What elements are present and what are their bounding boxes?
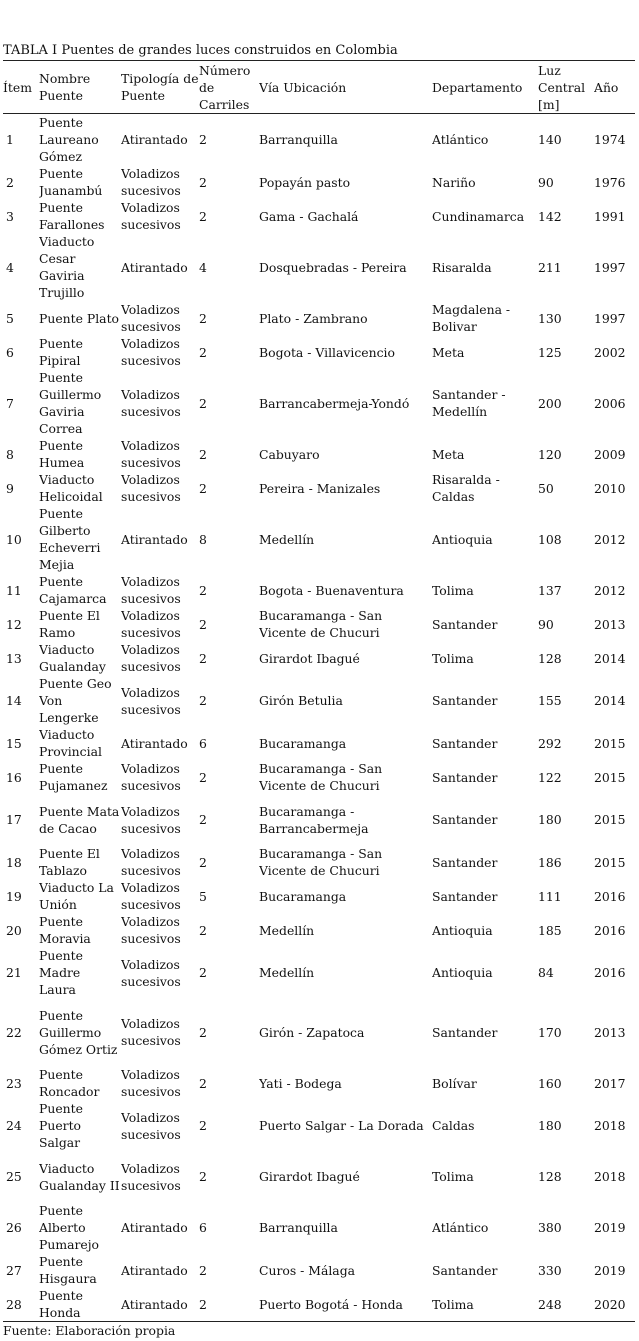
cell-road: Medellín bbox=[259, 531, 315, 547]
cell-name: Puente Pujamanez bbox=[39, 761, 108, 793]
cell-span: 200 bbox=[538, 395, 562, 411]
cell-department: Meta bbox=[432, 446, 465, 462]
cell-department: Santander bbox=[432, 1262, 498, 1278]
cell-span: 130 bbox=[538, 310, 562, 326]
cell-span: 111 bbox=[538, 888, 562, 904]
cell-name: Puente Honda bbox=[39, 1288, 83, 1320]
cell-department: Atlántico bbox=[432, 1220, 489, 1235]
cell-item: 4 bbox=[6, 259, 14, 275]
table-row bbox=[3, 1151, 635, 1202]
cell-road: Bogota - Villavicencio bbox=[259, 344, 395, 360]
cell-lanes: 2 bbox=[199, 310, 207, 326]
cell-lanes: 2 bbox=[199, 446, 207, 462]
cell-department: Tolima bbox=[432, 1296, 474, 1312]
cell-lanes: 2 bbox=[199, 769, 207, 785]
cell-item: 11 bbox=[6, 582, 22, 598]
cell-name: Viaducto Helicoidal bbox=[39, 472, 103, 504]
cell-lanes: 6 bbox=[199, 1220, 207, 1235]
cell-lanes: 8 bbox=[199, 531, 207, 547]
cell-span: 380 bbox=[538, 1220, 562, 1235]
cell-lanes: 2 bbox=[199, 174, 207, 190]
cell-department: Antioquia bbox=[432, 965, 493, 980]
table-row bbox=[3, 165, 635, 199]
cell-span: 125 bbox=[538, 344, 562, 360]
table-row bbox=[3, 641, 635, 675]
table-caption: TABLA I Puentes de grandes luces construidos en Colombia bbox=[3, 43, 398, 58]
cell-lanes: 2 bbox=[199, 208, 207, 224]
cell-item: 20 bbox=[6, 922, 22, 938]
cell-item: 25 bbox=[6, 1169, 22, 1184]
cell-department: Tolima bbox=[432, 1169, 474, 1184]
cell-road: Puerto Bogotá - Honda bbox=[259, 1296, 403, 1312]
cell-road: Bucaramanga - San Vicente de Chucuri bbox=[259, 608, 383, 640]
cell-department: Risaralda - Caldas bbox=[432, 472, 500, 504]
cell-lanes: 2 bbox=[199, 1169, 207, 1184]
cell-type: Voladizos sucesivos bbox=[121, 200, 181, 232]
cell-type: Voladizos sucesivos bbox=[121, 166, 181, 198]
cell-year: 2009 bbox=[594, 446, 626, 462]
cell-item: 17 bbox=[6, 812, 22, 827]
cell-name: Puente Juanambú bbox=[39, 166, 103, 198]
cell-name: Puente Humea bbox=[39, 438, 85, 470]
cell-year: 2016 bbox=[594, 888, 626, 904]
cell-item: 19 bbox=[6, 888, 22, 904]
cell-road: Bucaramanga bbox=[259, 888, 347, 904]
cell-year: 1997 bbox=[594, 259, 626, 275]
cell-type: Atirantado bbox=[121, 132, 188, 147]
table-row bbox=[3, 369, 635, 437]
cell-type: Voladizos sucesivos bbox=[121, 302, 181, 334]
cell-type: Atirantado bbox=[121, 1296, 188, 1312]
cell-department: Santander bbox=[432, 812, 498, 827]
cell-department: Caldas bbox=[432, 1118, 475, 1133]
cell-item: 27 bbox=[6, 1262, 22, 1278]
cell-year: 2014 bbox=[594, 650, 626, 666]
cell-department: Santander bbox=[432, 616, 498, 632]
cell-name: Puente Pipiral bbox=[39, 336, 83, 368]
cell-lanes: 2 bbox=[199, 1075, 207, 1091]
cell-year: 2016 bbox=[594, 922, 626, 938]
cell-name: Puente Laureano Gómez bbox=[39, 115, 99, 164]
cell-name: Puente Guillermo Gómez Ortiz bbox=[39, 1007, 118, 1057]
cell-item: 10 bbox=[6, 531, 22, 547]
cell-department: Santander - Medellín bbox=[432, 387, 506, 419]
cell-type: Atirantado bbox=[121, 735, 188, 751]
column-header-year: Año bbox=[594, 79, 619, 95]
cell-lanes: 2 bbox=[199, 1296, 207, 1312]
cell-type: Atirantado bbox=[121, 531, 188, 547]
cell-road: Girón - Zapatoca bbox=[259, 1024, 365, 1040]
table-row bbox=[3, 1287, 635, 1322]
cell-road: Barrancabermeja-Yondó bbox=[259, 395, 410, 411]
cell-name: Puente Moravia bbox=[39, 914, 91, 946]
cell-road: Pereira - Manizales bbox=[259, 480, 381, 496]
cell-department: Santander bbox=[432, 769, 498, 785]
cell-type: Voladizos sucesivos bbox=[121, 574, 181, 606]
cell-year: 2020 bbox=[594, 1296, 626, 1312]
cell-road: Puerto Salgar - La Dorada bbox=[259, 1118, 424, 1133]
cell-road: Barranquilla bbox=[259, 1220, 338, 1235]
cell-type: Voladizos sucesivos bbox=[121, 880, 181, 912]
column-header-type: Tipología de Puente bbox=[121, 71, 199, 103]
cell-span: 108 bbox=[538, 531, 562, 547]
cell-road: Popayán pasto bbox=[259, 174, 351, 190]
cell-item: 1 bbox=[6, 132, 14, 147]
cell-item: 3 bbox=[6, 208, 14, 224]
cell-lanes: 2 bbox=[199, 616, 207, 632]
column-header-department: Departamento bbox=[432, 79, 523, 95]
table-row bbox=[3, 607, 635, 641]
cell-type: Voladizos sucesivos bbox=[121, 387, 181, 419]
cell-span: 170 bbox=[538, 1024, 562, 1040]
table-row bbox=[3, 913, 635, 947]
cell-year: 2018 bbox=[594, 1118, 626, 1133]
cell-span: 180 bbox=[538, 1118, 562, 1133]
cell-item: 16 bbox=[6, 769, 22, 785]
cell-year: 2006 bbox=[594, 395, 626, 411]
cell-lanes: 2 bbox=[199, 693, 207, 708]
cell-department: Atlántico bbox=[432, 132, 489, 147]
cell-road: Girón Betulia bbox=[259, 693, 343, 708]
cell-span: 128 bbox=[538, 1169, 562, 1184]
cell-year: 2015 bbox=[594, 854, 626, 870]
cell-item: 2 bbox=[6, 174, 14, 190]
cell-year: 2019 bbox=[594, 1220, 626, 1235]
table-row bbox=[3, 505, 635, 573]
cell-name: Viaducto Gualanday bbox=[39, 642, 106, 674]
cell-type: Voladizos sucesivos bbox=[121, 1067, 181, 1099]
cell-span: 186 bbox=[538, 854, 562, 870]
cell-lanes: 2 bbox=[199, 582, 207, 598]
cell-item: 15 bbox=[6, 735, 22, 751]
cell-name: Puente Hisgaura bbox=[39, 1254, 97, 1286]
table-row bbox=[3, 845, 635, 879]
cell-year: 2017 bbox=[594, 1075, 626, 1091]
cell-department: Antioquia bbox=[432, 531, 493, 547]
cell-year: 2013 bbox=[594, 616, 626, 632]
cell-department: Santander bbox=[432, 693, 498, 708]
cell-year: 2019 bbox=[594, 1262, 626, 1278]
cell-road: Girardot Ibagué bbox=[259, 650, 360, 666]
cell-lanes: 2 bbox=[199, 854, 207, 870]
cell-span: 140 bbox=[538, 132, 562, 147]
cell-span: 142 bbox=[538, 208, 562, 224]
cell-type: Voladizos sucesivos bbox=[121, 1109, 181, 1142]
cell-item: 26 bbox=[6, 1220, 22, 1235]
table-row bbox=[3, 471, 635, 505]
cell-year: 2002 bbox=[594, 344, 626, 360]
cell-year: 2015 bbox=[594, 735, 626, 751]
cell-type: Voladizos sucesivos bbox=[121, 336, 181, 368]
cell-type: Voladizos sucesivos bbox=[121, 472, 181, 504]
column-header-lanes: Número de Carriles bbox=[199, 62, 251, 112]
cell-type: Voladizos sucesivos bbox=[121, 914, 181, 946]
table-source-note: Fuente: Elaboración propia bbox=[3, 1323, 176, 1338]
cell-type: Voladizos sucesivos bbox=[121, 1016, 181, 1048]
cell-type: Voladizos sucesivos bbox=[121, 761, 181, 793]
cell-name: Viaducto Gualanday II bbox=[39, 1160, 120, 1193]
table-row bbox=[3, 335, 635, 369]
cell-year: 2012 bbox=[594, 531, 626, 547]
table-row bbox=[3, 437, 635, 471]
table-row bbox=[3, 794, 635, 845]
cell-year: 1997 bbox=[594, 310, 626, 326]
cell-type: Atirantado bbox=[121, 259, 188, 275]
cell-item: 12 bbox=[6, 616, 22, 632]
cell-lanes: 5 bbox=[199, 888, 207, 904]
cell-name: Puente El Ramo bbox=[39, 608, 100, 640]
cell-span: 160 bbox=[538, 1075, 562, 1091]
cell-span: 90 bbox=[538, 616, 554, 632]
cell-road: Gama - Gachalá bbox=[259, 208, 359, 224]
cell-type: Voladizos sucesivos bbox=[121, 684, 181, 717]
cell-item: 24 bbox=[6, 1118, 22, 1133]
cell-year: 2013 bbox=[594, 1024, 626, 1040]
cell-department: Antioquia bbox=[432, 922, 493, 938]
cell-department: Santander bbox=[432, 854, 498, 870]
cell-year: 2010 bbox=[594, 480, 626, 496]
cell-span: 128 bbox=[538, 650, 562, 666]
column-header-road: Vía Ubicación bbox=[259, 79, 347, 95]
cell-lanes: 2 bbox=[199, 1024, 207, 1040]
cell-lanes: 2 bbox=[199, 395, 207, 411]
cell-span: 50 bbox=[538, 480, 554, 496]
cell-name: Puente Cajamarca bbox=[39, 574, 107, 606]
cell-road: Bucaramanga bbox=[259, 735, 347, 751]
table-row bbox=[3, 233, 635, 301]
cell-lanes: 2 bbox=[199, 344, 207, 360]
cell-item: 28 bbox=[6, 1296, 22, 1312]
cell-lanes: 2 bbox=[199, 922, 207, 938]
cell-department: Santander bbox=[432, 1024, 498, 1040]
cell-road: Cabuyaro bbox=[259, 446, 320, 462]
cell-span: 248 bbox=[538, 1296, 562, 1312]
cell-type: Voladizos sucesivos bbox=[121, 803, 181, 836]
cell-type: Atirantado bbox=[121, 1220, 188, 1235]
cell-department: Bolívar bbox=[432, 1075, 477, 1091]
cell-type: Voladizos sucesivos bbox=[121, 642, 181, 674]
cell-lanes: 2 bbox=[199, 812, 207, 827]
cell-span: 211 bbox=[538, 259, 562, 275]
cell-lanes: 2 bbox=[199, 480, 207, 496]
cell-type: Voladizos sucesivos bbox=[121, 846, 181, 878]
table-row bbox=[3, 1100, 635, 1151]
cell-year: 2012 bbox=[594, 582, 626, 598]
table-row bbox=[3, 199, 635, 233]
cell-year: 1974 bbox=[594, 132, 626, 147]
cell-department: Nariño bbox=[432, 174, 476, 190]
cell-road: Medellín bbox=[259, 965, 315, 980]
cell-span: 180 bbox=[538, 812, 562, 827]
cell-department: Risaralda bbox=[432, 259, 492, 275]
cell-span: 185 bbox=[538, 922, 562, 938]
column-header-span: Luz Central [m] bbox=[538, 62, 586, 112]
table-header-row bbox=[3, 61, 635, 114]
table-body bbox=[3, 114, 635, 1322]
cell-road: Bogota - Buenaventura bbox=[259, 582, 404, 598]
cell-name: Puente Plato bbox=[39, 310, 120, 326]
cell-name: Puente Mata de Cacao bbox=[39, 803, 120, 836]
table-row bbox=[3, 879, 635, 913]
cell-year: 2016 bbox=[594, 965, 626, 980]
cell-item: 23 bbox=[6, 1075, 22, 1091]
table-row bbox=[3, 998, 635, 1066]
cell-lanes: 2 bbox=[199, 1262, 207, 1278]
cell-item: 18 bbox=[6, 854, 22, 870]
table-row bbox=[3, 301, 635, 335]
table-row bbox=[3, 1253, 635, 1287]
cell-lanes: 4 bbox=[199, 259, 207, 275]
cell-road: Medellín bbox=[259, 922, 315, 938]
cell-year: 2015 bbox=[594, 769, 626, 785]
cell-department: Santander bbox=[432, 735, 498, 751]
table-row bbox=[3, 573, 635, 607]
cell-lanes: 2 bbox=[199, 965, 207, 980]
table-row bbox=[3, 1066, 635, 1100]
cell-department: Magdalena - Bolivar bbox=[432, 302, 511, 334]
cell-span: 137 bbox=[538, 582, 562, 598]
cell-road: Plato - Zambrano bbox=[259, 310, 368, 326]
table-row bbox=[3, 760, 635, 794]
table-row bbox=[3, 1202, 635, 1253]
cell-type: Voladizos sucesivos bbox=[121, 1160, 181, 1193]
cell-span: 155 bbox=[538, 693, 562, 708]
cell-name: Puente Farallones bbox=[39, 200, 105, 232]
cell-span: 120 bbox=[538, 446, 562, 462]
cell-item: 7 bbox=[6, 395, 14, 411]
cell-item: 9 bbox=[6, 480, 14, 496]
table-row bbox=[3, 726, 635, 760]
cell-name: Puente Madre Laura bbox=[39, 948, 83, 997]
cell-name: Puente Alberto Pumarejo bbox=[39, 1203, 100, 1252]
cell-item: 13 bbox=[6, 650, 22, 666]
cell-department: Meta bbox=[432, 344, 465, 360]
cell-lanes: 2 bbox=[199, 132, 207, 147]
cell-span: 292 bbox=[538, 735, 562, 751]
cell-item: 8 bbox=[6, 446, 14, 462]
cell-department: Cundinamarca bbox=[432, 208, 525, 224]
cell-department: Tolima bbox=[432, 582, 474, 598]
cell-year: 2015 bbox=[594, 812, 626, 827]
cell-span: 84 bbox=[538, 965, 554, 980]
cell-item: 21 bbox=[6, 965, 22, 980]
cell-type: Voladizos sucesivos bbox=[121, 438, 181, 470]
cell-name: Puente Guillermo Gaviria Correa bbox=[39, 370, 102, 436]
cell-name: Puente Puerto Salgar bbox=[39, 1101, 83, 1150]
cell-span: 330 bbox=[538, 1262, 562, 1278]
cell-year: 2014 bbox=[594, 693, 626, 708]
cell-road: Girardot Ibagué bbox=[259, 1169, 360, 1184]
cell-road: Bucaramanga - San Vicente de Chucuri bbox=[259, 761, 383, 793]
cell-span: 122 bbox=[538, 769, 562, 785]
cell-year: 2018 bbox=[594, 1169, 626, 1184]
cell-name: Puente Roncador bbox=[39, 1067, 100, 1099]
table-row bbox=[3, 675, 635, 726]
cell-item: 6 bbox=[6, 344, 14, 360]
cell-lanes: 6 bbox=[199, 735, 207, 751]
table-row bbox=[3, 114, 635, 166]
cell-span: 90 bbox=[538, 174, 554, 190]
cell-year: 1976 bbox=[594, 174, 626, 190]
cell-name: Puente Geo Von Lengerke bbox=[39, 676, 112, 725]
cell-department: Tolima bbox=[432, 650, 474, 666]
cell-name: Puente El Tablazo bbox=[39, 846, 100, 878]
cell-road: Curos - Málaga bbox=[259, 1262, 356, 1278]
cell-type: Voladizos sucesivos bbox=[121, 956, 181, 989]
cell-item: 22 bbox=[6, 1024, 22, 1040]
cell-name: Viaducto La Unión bbox=[39, 880, 114, 912]
cell-road: Yati - Bodega bbox=[259, 1075, 342, 1091]
cell-name: Viaducto Provincial bbox=[39, 727, 102, 759]
cell-lanes: 2 bbox=[199, 1118, 207, 1133]
cell-type: Voladizos sucesivos bbox=[121, 608, 181, 640]
cell-department: Santander bbox=[432, 888, 498, 904]
cell-road: Bucaramanga - San Vicente de Chucuri bbox=[259, 846, 383, 878]
cell-road: Bucaramanga - Barrancabermeja bbox=[259, 803, 369, 836]
cell-lanes: 2 bbox=[199, 650, 207, 666]
column-header-item: Ítem bbox=[3, 79, 32, 95]
cell-year: 1991 bbox=[594, 208, 626, 224]
cell-road: Dosquebradas - Pereira bbox=[259, 259, 407, 275]
table-row bbox=[3, 947, 635, 998]
cell-type: Atirantado bbox=[121, 1262, 188, 1278]
cell-name: Viaducto Cesar Gaviria Trujillo bbox=[39, 234, 95, 300]
column-header-name: Nombre Puente bbox=[39, 71, 91, 103]
cell-item: 5 bbox=[6, 310, 14, 326]
cell-road: Barranquilla bbox=[259, 132, 338, 147]
cell-name: Puente Gilberto Echeverri Mejia bbox=[39, 506, 101, 572]
bridges-table bbox=[3, 60, 635, 1322]
cell-item: 14 bbox=[6, 693, 22, 708]
